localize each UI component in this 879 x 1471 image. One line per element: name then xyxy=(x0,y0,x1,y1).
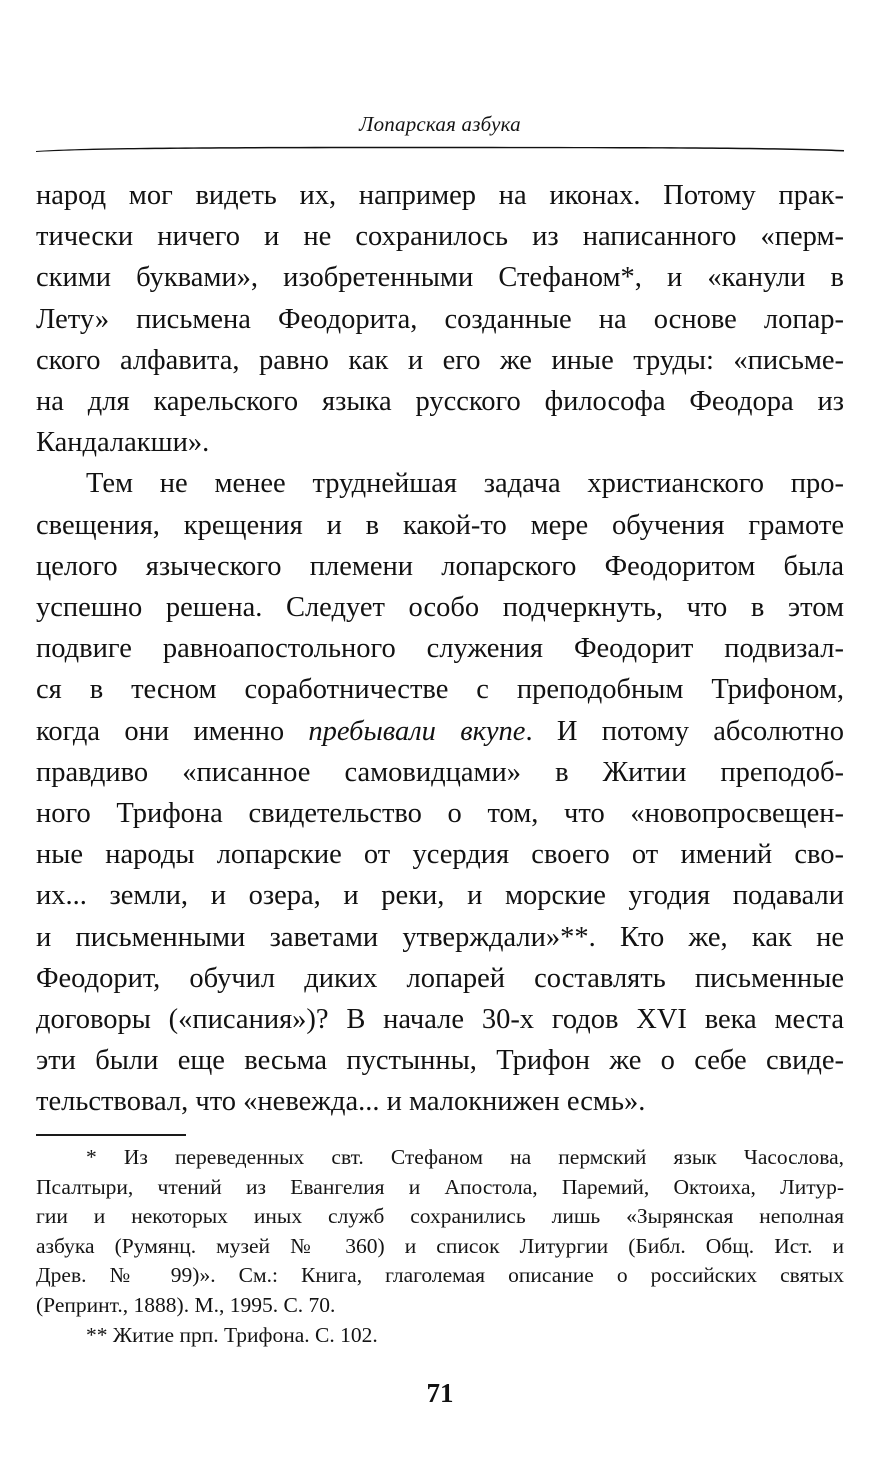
text-line: Тем не менее труднейшая задача христианского про- xyxy=(86,468,844,500)
text-line-with-emphasis xyxy=(36,711,844,752)
text-line: и письменными заветами утверждали»**. Кто же, как не xyxy=(36,921,844,953)
text-line: эти были еще весьма пустынны, Трифон же о себе свиде- xyxy=(36,1045,844,1077)
text-line: успешно решена. Следует особо подчеркнуть, что в этом xyxy=(36,592,844,624)
text-line: Лету» письмена Феодорита, созданные на основе лопар- xyxy=(36,303,844,335)
text-line: Феодорит, обучил диких лопарей составлять письменные xyxy=(36,962,844,994)
text-line: правдиво «писанное самовидцами» в Житии преподоб- xyxy=(36,756,844,788)
text-line: тически ничего и не сохранилось из написанного «перм- xyxy=(36,221,844,253)
running-head-title: Лопарская азбука xyxy=(359,112,521,136)
italic-emphasis: пребывали вкупе xyxy=(308,715,526,747)
text-line: ного Трифона свидетельство о том, что «новопросвещен- xyxy=(36,798,844,830)
book-page xyxy=(36,0,844,1471)
footnote-line: Древ. № 99)». См.: Книга, глаголемая описание о российских святых xyxy=(36,1263,844,1288)
footnote-line: Псалтыри, чтений из Евангелия и Апостола, Паремий, Октоиха, Литур- xyxy=(36,1174,844,1199)
text-line: ского алфавита, равно как и его же иные труды: «письме- xyxy=(36,344,844,376)
footnote-line: гии и некоторых иных служб сохранились лишь «Зырянская неполная xyxy=(36,1204,844,1229)
header-rule xyxy=(36,146,844,152)
text-line: договоры («писания»)? В начале 30-х годов XVI века места xyxy=(36,1004,844,1036)
text-line: ся в тесном соработничестве с преподобным Трифоном, xyxy=(36,674,844,706)
footnote-line: азбука (Румянц. музей № 360) и список Литургии (Библ. Общ. Ист. и xyxy=(36,1233,844,1258)
text-line: свещения, крещения и в какой-то мере обучения грамоте xyxy=(36,509,844,541)
text-line: народ мог видеть их, например на иконах. Потому прак- xyxy=(36,180,844,211)
page-number: 71 xyxy=(426,1378,454,1408)
text-segment: когда они именно xyxy=(36,715,309,747)
text-line: тельствовал, что «невежда... и малокнижен есмь». xyxy=(36,1086,646,1118)
paragraph-1 xyxy=(36,175,844,463)
paragraph-2 xyxy=(36,463,844,1122)
text-line: Кандалакши». xyxy=(36,427,210,459)
text-segment: . И потому абсолютно xyxy=(525,715,844,747)
text-line: на для карельского языка русского философа Феодора из xyxy=(36,386,844,418)
footnote-2 xyxy=(36,1321,844,1351)
text-line: скими буквами», изобретенными Стефаном*, и «канули в xyxy=(36,262,844,294)
text-line: подвиге равноапостольного служения Феодорит подвизал- xyxy=(36,633,844,665)
footnote-separator xyxy=(36,1134,186,1136)
footnotes xyxy=(36,1143,844,1350)
text-line: ные народы лопарские от усердия своего от имений сво- xyxy=(36,839,844,871)
footnote-line: (Репринт., 1888). М., 1995. С. 70. xyxy=(36,1292,336,1317)
footnote-line: ** Житие прп. Трифона. С. 102. xyxy=(86,1322,378,1347)
footnote-line: * Из переведенных свт. Стефаном на пермский язык Часослова, xyxy=(86,1145,844,1169)
main-text xyxy=(36,175,844,1123)
text-line: их... земли, и озера, и реки, и морские угодия подавали xyxy=(36,880,844,912)
footnote-1 xyxy=(36,1143,844,1321)
text-line: целого языческого племени лопарского Феодоритом была xyxy=(36,550,844,582)
